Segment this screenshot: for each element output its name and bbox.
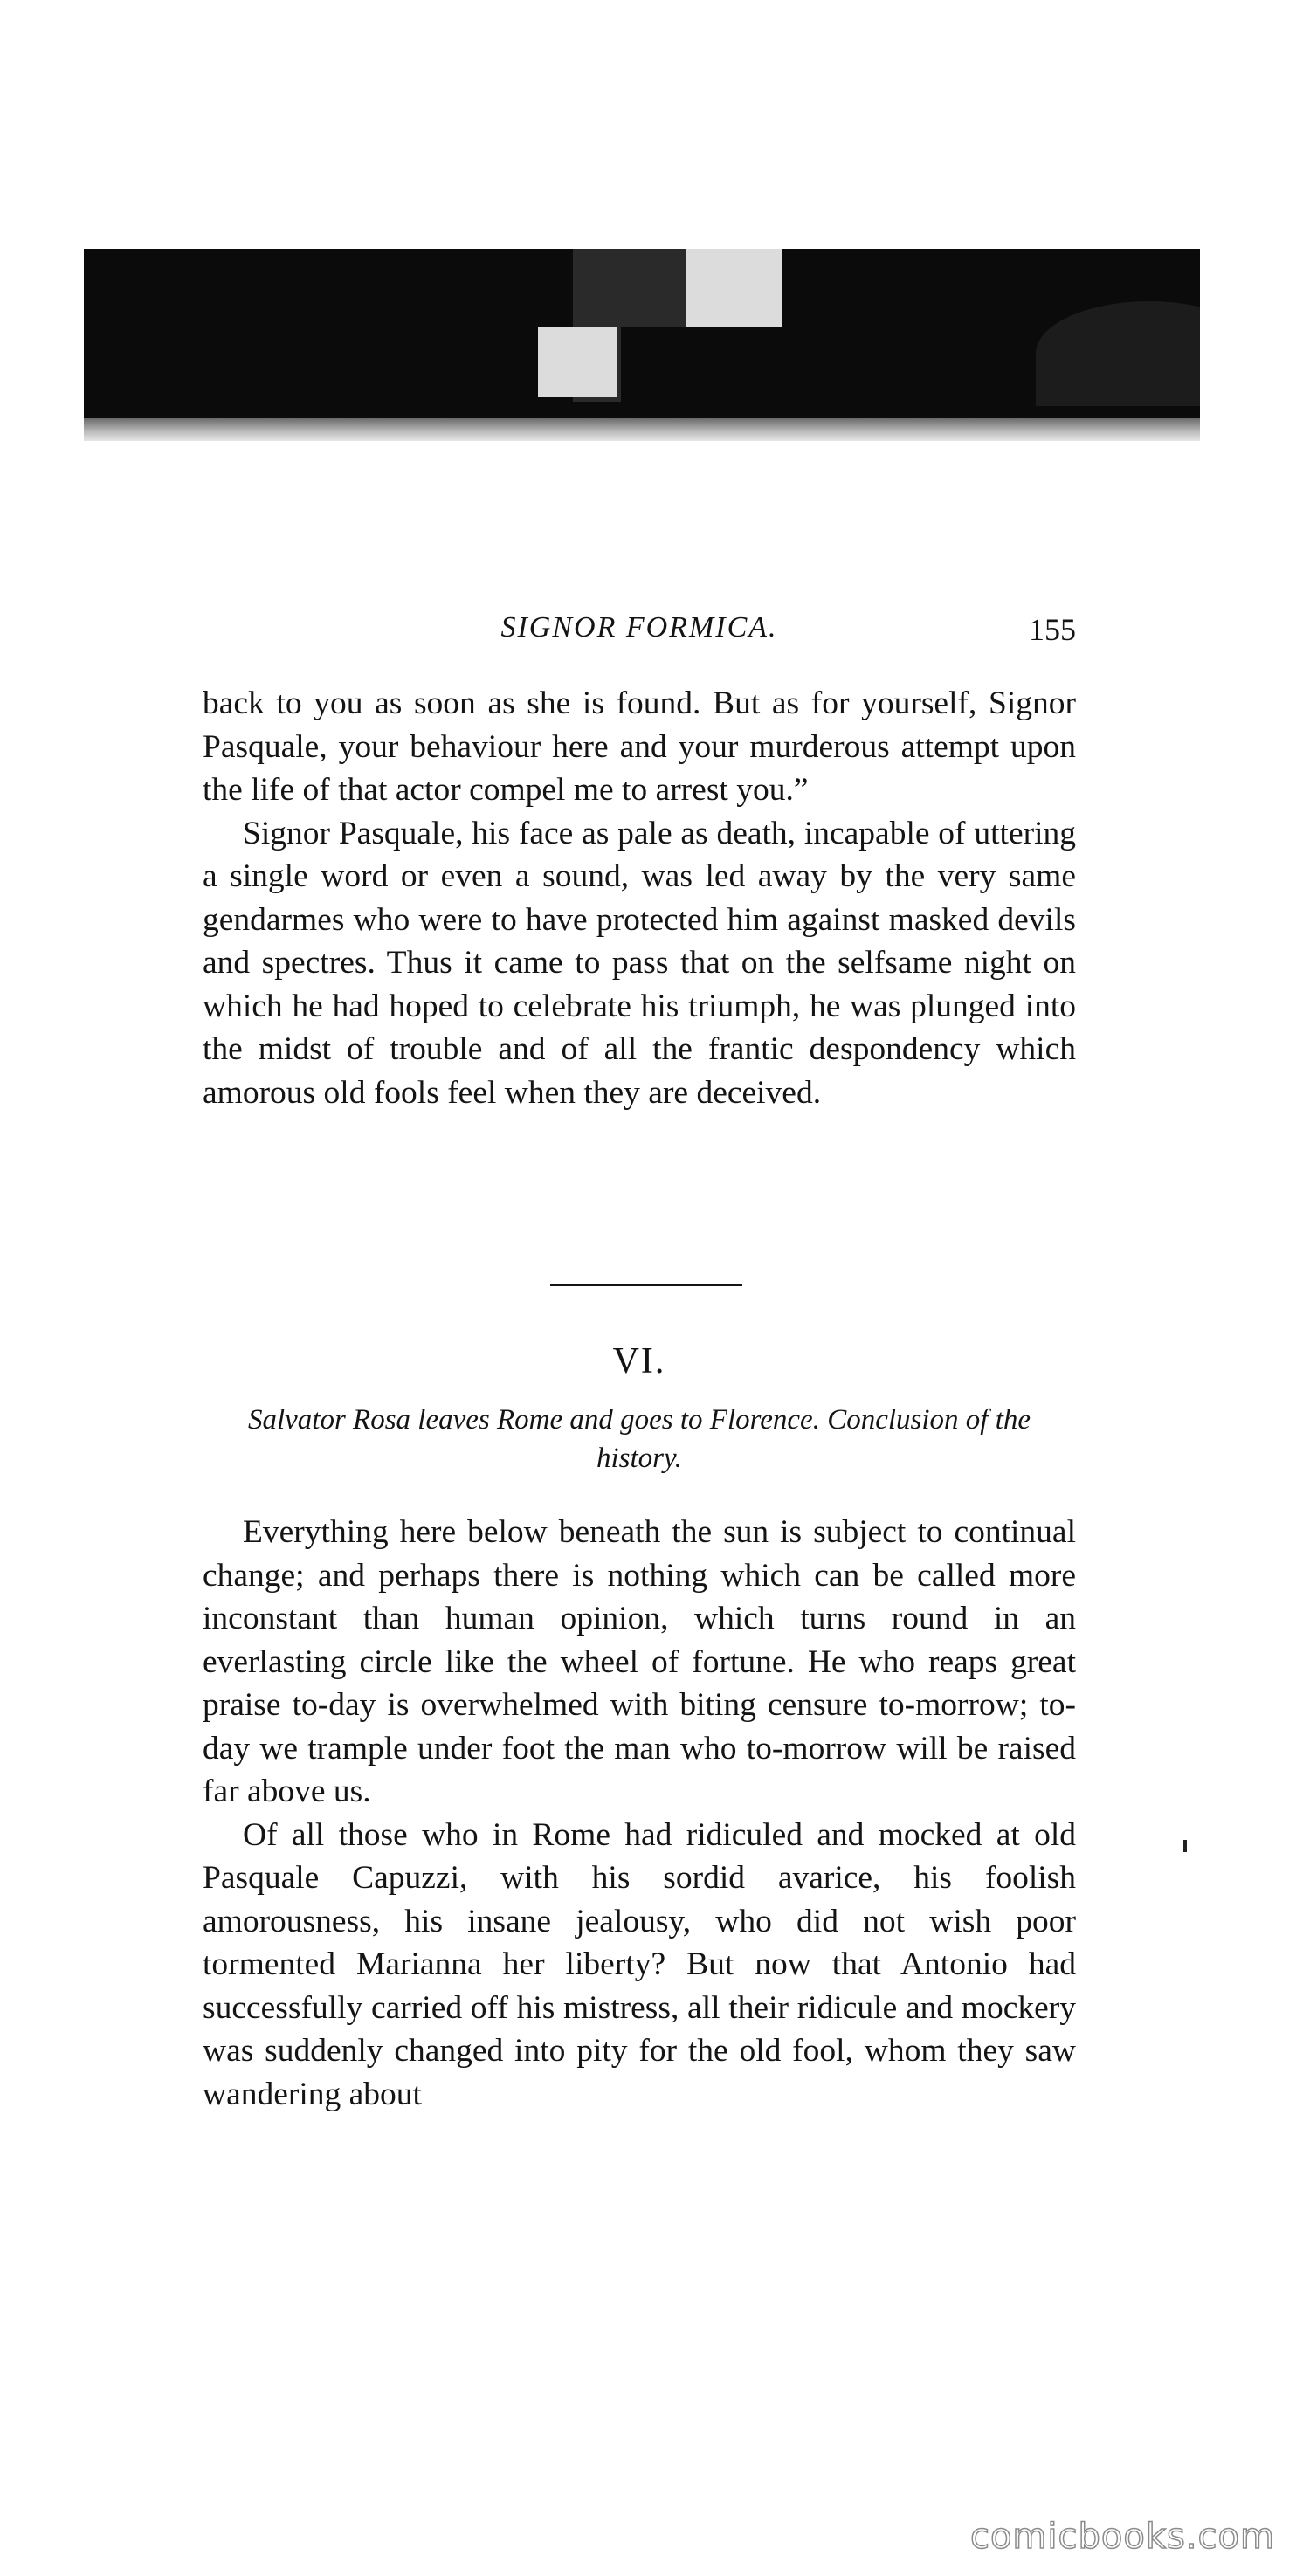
paragraph: Everything here below beneath the sun is subject to continual change; and perhaps there is nothing which can be called more inconstant than human opinion, which turns round in an everlasting circle like the wheel of fortune. He who reaps great praise to-day is overwhelmed with biting censure to-morrow; to-day we trample under foot the man who to-morrow will be raised far above us. [203,1514,1076,1809]
chapter-number: VI. [612,1341,666,1381]
paragraph: Signor Pasquale, his face as pale as death, incapable of uttering a single word or even a sound, was led away by the very same gendarmes who were to have protected him against masked devils and spectres. Thus it came to pass that on the selfsame night on which he had hoped to celebrate his triumph, he was plunged into the midst of trouble and of all the frantic despondency which amorous old fools feel when they are deceived. [203,815,1076,1111]
scan-artifact-band [84,249,1200,441]
body-text-bottom [203,1511,1076,2116]
running-header [203,611,1076,655]
stray-ink-mark [1183,1840,1187,1852]
body-text-top [203,682,1076,1114]
paragraph: back to you as soon as she is found. But as for yourself, Signor Pasquale, your behaviour here and your murderous attempt upon the life of that actor compel me to arrest you.” [203,685,1076,808]
section-divider [550,1284,742,1286]
paragraph: Of all those who in Rome had ridiculed and mocked at old Pasquale Capuzzi, with his sordid avarice, his foolish amorousness, his insane jealousy, who did not wish poor tormented Marianna her liberty? But now that Antonio had successfully carried off his mistress, all their ridicule and mockery was suddenly changed into pity for the old fool, whom they saw wandering about [203,1816,1076,2112]
watermark: comicbooks.com [969,2517,1275,2557]
running-title: SIGNOR FORMICA. [500,611,778,644]
chapter-title: Salvator Rosa leaves Rome and goes to Florence. Conclusion of the history. [247,1404,1031,1474]
page-number: 155 [1029,612,1076,647]
